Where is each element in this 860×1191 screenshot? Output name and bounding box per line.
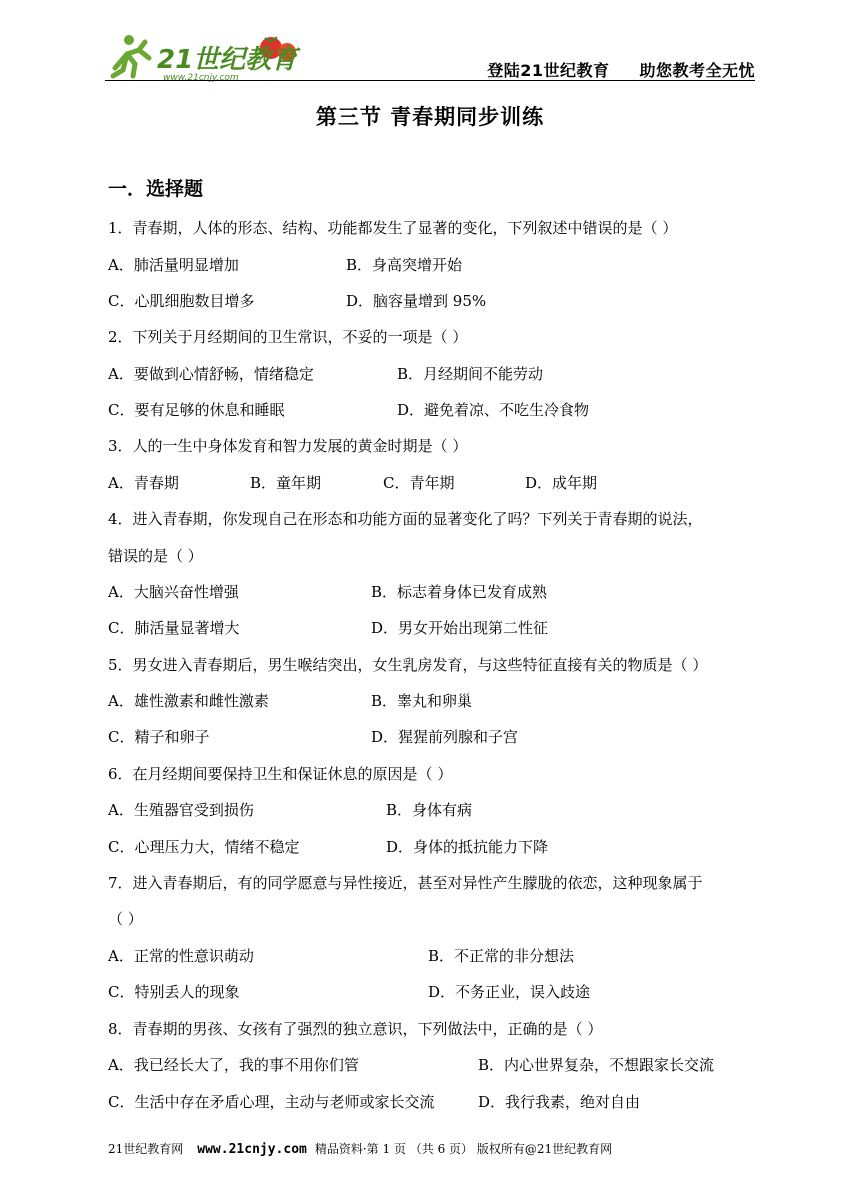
question-1-option-b: B．身高突增开始 bbox=[346, 256, 463, 274]
question-4-option-d: D．男女开始出现第二性征 bbox=[371, 619, 549, 637]
question-2-option-c: C．要有足够的休息和睡眠 bbox=[108, 401, 285, 419]
question-8-option-d: D．我行我素，绝对自由 bbox=[478, 1093, 641, 1111]
question-2-option-b: B．月经期间不能劳动 bbox=[397, 365, 544, 383]
question-8-option-a: A．我已经长大了，我的事不用你们管 bbox=[108, 1056, 359, 1074]
page-footer bbox=[108, 1140, 758, 1157]
question-5-stem: 5．男女进入青春期后，男生喉结突出，女生乳房发育，与这些特征直接有关的物质是（ ） bbox=[108, 656, 708, 674]
question-7-option-c: C．特别丢人的现象 bbox=[108, 983, 240, 1001]
question-7-option-d: D．不务正业，误入歧途 bbox=[428, 983, 591, 1001]
svg-text:www.21cnjy.com: www.21cnjy.com bbox=[163, 73, 239, 83]
question-7-option-b: B．不正常的非分想法 bbox=[428, 947, 575, 965]
question-8-option-b: B．内心世界复杂，不想跟家长交流 bbox=[478, 1056, 715, 1074]
svg-text:21世纪教育: 21世纪教育 bbox=[157, 45, 298, 75]
header-slogan bbox=[487, 58, 755, 81]
page-title: 第三节 青春期同步训练 bbox=[315, 105, 545, 129]
question-7-option-a: A．正常的性意识萌动 bbox=[108, 947, 254, 965]
question-3-stem: 3．人的一生中身体发育和智力发展的黄金时期是（ ） bbox=[108, 437, 468, 455]
footer-left: 21世纪教育网 bbox=[108, 1142, 184, 1156]
question-4-stem-line-1: 4．进入青春期，你发现自己在形态和功能方面的显著变化了吗？下列关于青春期的说法， bbox=[108, 510, 703, 528]
section-heading: 一．选择题 bbox=[108, 178, 204, 200]
question-3-option-c: C．青年期 bbox=[383, 474, 455, 492]
question-2-stem: 2．下列关于月经期间的卫生常识，不妥的一项是（ ） bbox=[108, 328, 468, 346]
question-1-option-a: A．肺活量明显增加 bbox=[108, 256, 239, 274]
question-8-stem: 8．青春期的男孩、女孩有了强烈的独立意识，下列做法中，正确的是（ ） bbox=[108, 1020, 603, 1038]
footer-site-link[interactable]: www.21cnjy.com bbox=[197, 1142, 307, 1157]
question-6-option-d: D．身体的抵抗能力下降 bbox=[386, 838, 549, 856]
footer-right: 精品资料·第 1 页 （共 6 页） 版权所有@21世纪教育网 bbox=[314, 1142, 613, 1156]
question-1-option-d: D．脑容量增到 95% bbox=[346, 292, 487, 310]
question-6-option-c: C．心理压力大，情绪不稳定 bbox=[108, 838, 300, 856]
question-4-option-a: A．大脑兴奋性增强 bbox=[108, 583, 239, 601]
header-divider bbox=[105, 80, 755, 81]
question-5-option-b: B．睾丸和卵巢 bbox=[371, 692, 473, 710]
page-header bbox=[105, 30, 755, 84]
question-3-option-a: A．青春期 bbox=[108, 474, 179, 492]
question-4-option-b: B．标志着身体已发育成熟 bbox=[371, 583, 548, 601]
question-5-option-a: A．雄性激素和雌性激素 bbox=[108, 692, 269, 710]
question-2-option-d: D．避免着凉、不吃生冷食物 bbox=[397, 401, 590, 419]
question-7-stem-line-2: （ ） bbox=[108, 910, 143, 928]
question-4-stem-line-2: 错误的是（ ） bbox=[108, 547, 203, 565]
question-5-option-c: C．精子和卵子 bbox=[108, 728, 210, 746]
question-6-option-b: B．身体有病 bbox=[386, 801, 473, 819]
slogan-left: 登陆21世纪教育 bbox=[487, 61, 610, 80]
question-8-option-c: C．生活中存在矛盾心理，主动与老师或家长交流 bbox=[108, 1093, 435, 1111]
question-3-option-b: B．童年期 bbox=[250, 474, 322, 492]
logo-21cnjy bbox=[105, 30, 305, 84]
question-7-stem-line-1: 7．进入青春期后，有的同学愿意与异性接近，甚至对异性产生朦胧的依恋，这种现象属于 bbox=[108, 874, 703, 892]
question-6-stem: 6．在月经期间要保持卫生和保证休息的原因是（ ） bbox=[108, 765, 453, 783]
question-1-stem: 1．青春期，人体的形态、结构、功能都发生了显著的变化，下列叙述中错误的是（ ） bbox=[108, 219, 678, 237]
question-5-option-d: D．猩猩前列腺和子宫 bbox=[371, 728, 519, 746]
question-6-option-a: A．生殖器官受到损伤 bbox=[108, 801, 254, 819]
question-1-option-c: C．心肌细胞数目增多 bbox=[108, 292, 255, 310]
question-3-option-d: D．成年期 bbox=[525, 474, 598, 492]
question-2-option-a: A．要做到心情舒畅，情绪稳定 bbox=[108, 365, 314, 383]
slogan-right: 助您教考全无忧 bbox=[639, 61, 755, 80]
question-4-option-c: C．肺活量显著增大 bbox=[108, 619, 240, 637]
